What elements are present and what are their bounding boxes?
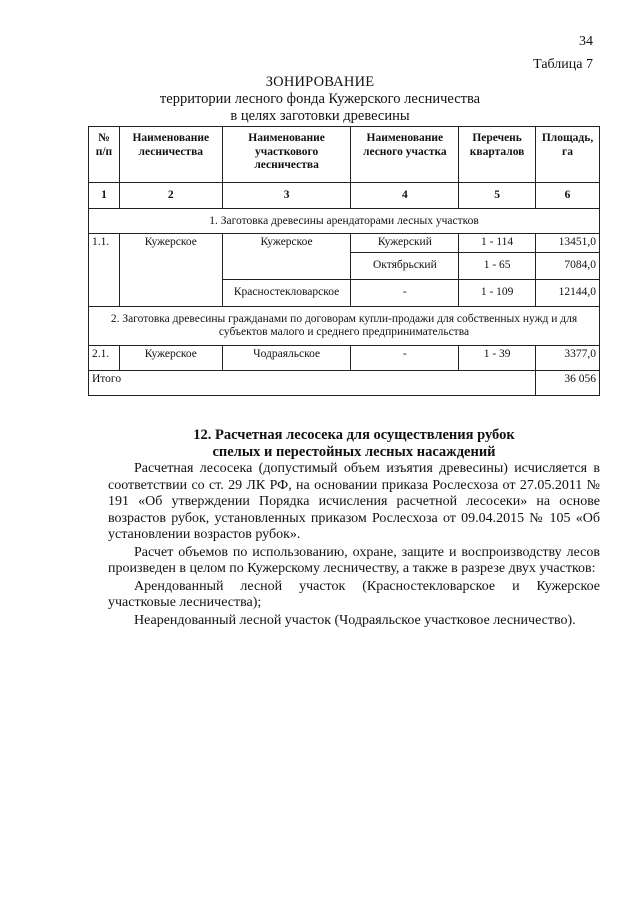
page-number: 34: [579, 34, 593, 49]
title-line-1: ЗОНИРОВАНИЕ: [265, 74, 375, 90]
paragraph: Расчет объемов по использованию, охране, защите и воспроизводству лесов произведен в целом по Кужерскому лесничеству, а также в разрезе двух участков:: [108, 544, 600, 576]
section-heading: [108, 427, 600, 461]
cell-plot: Кужерский: [351, 234, 459, 253]
cell-quarters: 1 - 65: [459, 252, 536, 279]
zoning-table: [88, 126, 600, 396]
section-row: [89, 208, 600, 234]
section-heading-line-2: спелых и перестойных лесных насаждений: [212, 444, 496, 460]
header-area: Площадь, га: [536, 127, 600, 183]
table-label: Таблица 7: [533, 57, 593, 72]
header-district: Наименование участкового лесничества: [222, 127, 351, 183]
cell-area: 13451,0: [536, 234, 600, 253]
section-heading-line-1: 12. Расчетная лесосека для осуществления рубок: [193, 427, 515, 443]
paragraph: Неарендованный лесной участок (Чодраяльское участковое лесничество).: [134, 612, 576, 628]
title-line-3: в целях заготовки древесины: [230, 108, 410, 124]
header-forestry: Наименование лесничества: [119, 127, 222, 183]
section-1-title: 1. Заготовка древесины арендаторами лесных участков: [89, 208, 600, 234]
cell-area: 3377,0: [536, 345, 600, 370]
col-number: 2: [119, 183, 222, 209]
table-row: [89, 345, 600, 370]
col-number: 3: [222, 183, 351, 209]
col-number: 6: [536, 183, 600, 209]
cell-forestry: Кужерское: [119, 234, 222, 307]
cell-district: Красностекловарское: [222, 279, 351, 306]
cell-forestry: Кужерское: [119, 345, 222, 370]
table-row: [89, 234, 600, 253]
section-row: [89, 306, 600, 345]
cell-quarters: 1 - 39: [459, 345, 536, 370]
cell-area: 7084,0: [536, 252, 600, 279]
header-plot: Наименование лесного участка: [351, 127, 459, 183]
cell-plot: -: [351, 345, 459, 370]
cell-no: 2.1.: [89, 345, 120, 370]
column-number-row: [89, 183, 600, 209]
document-title: [0, 74, 640, 125]
cell-plot: -: [351, 279, 459, 306]
cell-quarters: 1 - 109: [459, 279, 536, 306]
paragraph: Арендованный лесной участок (Красностекловарское и Кужерское участковые лесничества);: [108, 578, 600, 610]
paragraph: Расчетная лесосека (допустимый объем изъятия древесины) исчисляется в соответствии со ст. 29 ЛК РФ, на основании приказа Рослесхоза от 27.05.2011 № 191 «Об утверждении Порядка исчисления расчетной лесосеки» на основе возрастов рубок, установленных приказом Рослесхоза от 09.04.2015 № 105 «Об установлении возрастов рубок».: [108, 461, 600, 542]
title-line-2: территории лесного фонда Кужерского лесничества: [159, 91, 481, 107]
cell-district: Чодраяльское: [222, 345, 351, 370]
total-row: [89, 370, 600, 395]
header-quarters: Перечень кварталов: [459, 127, 536, 183]
col-number: 4: [351, 183, 459, 209]
total-label: Итого: [89, 370, 536, 395]
cell-district: Кужерское: [222, 234, 351, 280]
col-number: 5: [459, 183, 536, 209]
total-value: 36 056: [536, 370, 600, 395]
section-2-title: 2. Заготовка древесины гражданами по договорам купли-продажи для собственных нужд и для субъектов малого и среднего предпринимательства: [89, 306, 600, 345]
section-12: [108, 427, 600, 629]
cell-no: 1.1.: [89, 234, 120, 307]
table-header-row: [89, 127, 600, 183]
header-no: № п/п: [89, 127, 120, 183]
cell-plot: Октябрьский: [351, 252, 459, 279]
cell-area: 12144,0: [536, 279, 600, 306]
col-number: 1: [89, 183, 120, 209]
cell-quarters: 1 - 114: [459, 234, 536, 253]
